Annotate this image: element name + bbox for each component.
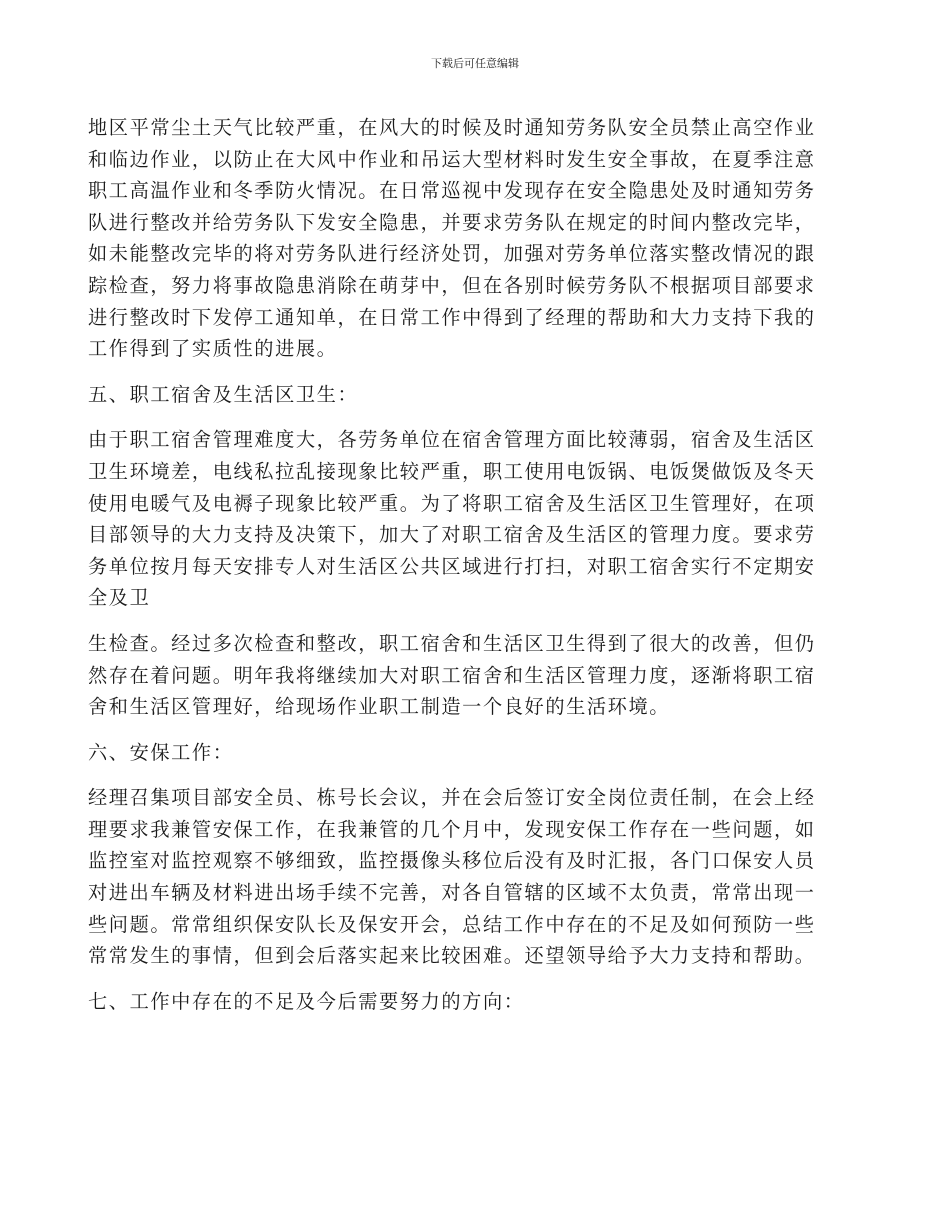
page-header: 下载后可任意编辑 — [431, 57, 519, 70]
paragraph-security-work: 经理召集项目部安全员、栋号长会议，并在会后签订安全岗位责任制，在会上经 理要求我兼管安保工作，在我兼管的几个月中，发现安保工作存在一些问题，如 监控室对监控观察不够细致，监控摄像头移位后没有及时汇报，各门口保安人员 对进出车辆及材料进出场手续不完善，对各自管辖的区域不太负责，常常出现一 些问题。常常组织保安队长及保安开会，总结工作中存在的不足及如何预防一些 常常发生的事情，但到会后落实起来比较困难。还望领导给予大力支持和帮助。 — [88, 786, 816, 968]
section-heading-security: 六、安保工作： — [88, 740, 234, 764]
section-heading-shortcomings: 七、工作中存在的不足及今后需要努力的方向： — [88, 989, 525, 1013]
paragraph-dormitory-management: 由于职工宿舍管理难度大，各劳务单位在宿舍管理方面比较薄弱，宿舍及生活区 卫生环境差，电线私拉乱接现象比较严重，职工使用电饭锅、电饭煲做饭及冬天 使用电暖气及电褥子现象比较严重。为了将职工宿舍及生活区卫生管理好，在项 目部领导的大力支持及决策下，加大了对职工宿舍及生活区的管理力度。要求劳 务单位按月每天安排专人对生活区公共区域进行打扫，对职工宿舍实行不定期安 全及卫 — [88, 428, 816, 610]
paragraph-dormitory-improvement: 生检查。经过多次检查和整改，职工宿舍和生活区卫生得到了很大的改善，但仍 然存在着问题。明年我将继续加大对职工宿舍和生活区管理力度，逐渐将职工宿 舍和生活区管理好，给现场作业职工制造一个良好的生活环境。 — [88, 631, 816, 719]
paragraph-safety-inspection: 地区平常尘土天气比较严重，在风大的时候及时通知劳务队安全员禁止高空作业 和临边作业，以防止在大风中作业和吊运大型材料时发生安全事故，在夏季注意 职工高温作业和冬季防火情况。在日常巡视中发现存在安全隐患处及时通知劳务 队进行整改并给劳务队下发安全隐患，并要求劳务队在规定的时间内整改完毕， 如未能整改完毕的将对劳务队进行经济处罚，加强对劳务单位落实整改情况的跟 踪检查，努力将事故隐患消除在萌芽中，但在各别时候劳务队不根据项目部要求 进行整改时下发停工通知单，在日常工作中得到了经理的帮助和大力支持下我的 工作得到了实质性的进展。 — [88, 116, 816, 361]
document-body — [88, 112, 868, 1031]
section-heading-dormitory: 五、职工宿舍及生活区卫生： — [88, 382, 359, 406]
